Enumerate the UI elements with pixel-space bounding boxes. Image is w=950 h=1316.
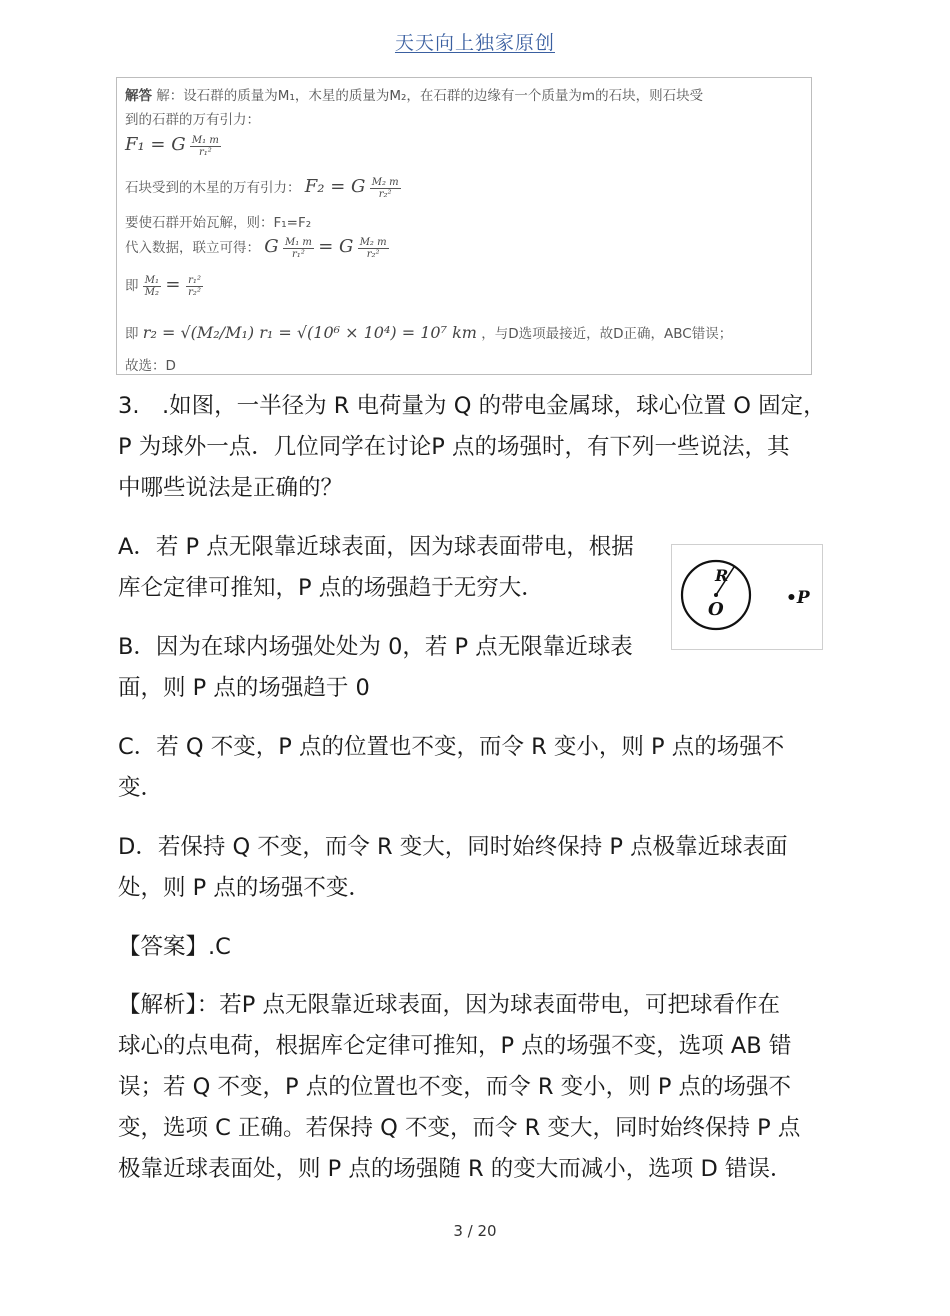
formula-f2-num: M₂ m <box>371 176 399 188</box>
formula-f1 <box>125 134 221 158</box>
answer-line-8-prefix: 即 <box>125 326 139 342</box>
answer-line-4 <box>125 176 401 200</box>
formula-f1-num: M₁ m <box>191 134 219 146</box>
page-header-title: 天天向上独家原创 <box>394 32 555 54</box>
formula-f3-g: G <box>264 236 279 257</box>
answer-line-1 <box>125 84 703 104</box>
question-line-3: 中哪些说法是正确的？ <box>118 475 344 501</box>
label-p: •P <box>786 588 810 608</box>
sphere-diagram <box>671 544 823 650</box>
formula-f5: r₂ = √(M₂/M₁) r₁ = √(10⁶ × 10⁴) = 10⁷ km <box>142 323 477 342</box>
formula-f1-fraction <box>190 135 221 158</box>
answer-result: 【答案】.C <box>118 934 231 960</box>
formula-f4r-num: r₁² <box>188 274 201 286</box>
formula-f3-eq: = G <box>318 236 354 257</box>
answer-line-8-suffix: ，与D选项最接近，故D正确，ABC错误； <box>481 326 733 342</box>
answer-explanation-box <box>116 77 812 375</box>
sphere-diagram-svg <box>672 545 822 649</box>
formula-f2-lhs: F₂ = G <box>304 176 366 197</box>
answer-line-6-text: 代入数据，联立可得： <box>125 240 260 256</box>
option-a-line-1: A．若 P 点无限靠近球表面，因为球表面带电，根据 <box>118 534 634 560</box>
formula-f4r-fraction <box>186 275 203 298</box>
option-d-line-1: D．若保持 Q 不变，而令 R 变大，同时始终保持 P 点极靠近球表面 <box>118 834 788 860</box>
answer-line-5: 要使石群开始瓦解，则：F₁=F₂ <box>125 215 312 231</box>
formula-f4-eq: = <box>165 274 187 295</box>
formula-f3b-den: r₂² <box>366 248 380 260</box>
analysis-line-5: 极靠近球表面处，则 P 点的场强随 R 的变大而减小，选项 D 错误． <box>118 1156 793 1182</box>
analysis-line-3: 误；若 Q 不变，P 点的位置也不变，而令 R 变小，则 P 点的场强不 <box>118 1074 792 1100</box>
center-point <box>714 593 718 597</box>
formula-f1-lhs: F₁ = G <box>125 134 186 155</box>
question-line-2: P 为球外一点．几位同学在讨论P 点的场强时，有下列一些说法，其 <box>118 434 790 460</box>
formula-f2-fraction <box>370 177 401 200</box>
analysis-line-2: 球心的点电荷，根据库仑定律可推知，P 点的场强不变，选项 AB 错 <box>118 1033 792 1059</box>
analysis-line-4: 变，选项 C 正确。若保持 Q 不变，而令 R 变大，同时始终保持 P 点 <box>118 1115 801 1141</box>
option-b-line-1: B．因为在球内场强处处为 0，若 P 点无限靠近球表 <box>118 634 633 660</box>
option-b-line-2: 面，则 P 点的场强趋于 0 <box>118 675 370 701</box>
label-r: R <box>715 566 729 585</box>
formula-f3b-num: M₂ m <box>359 236 387 248</box>
formula-f4r-den: r₂² <box>188 286 201 298</box>
option-c-line-2: 变． <box>118 775 164 801</box>
answer-line-4-text: 石块受到的木星的万有引力： <box>125 180 301 196</box>
formula-f3a-den: r₁² <box>292 248 305 260</box>
formula-f1-den: r₁² <box>198 146 212 158</box>
formula-f2-den: r₂² <box>378 188 392 200</box>
formula-f4-den: M₂ <box>144 286 160 298</box>
formula-f3a-num: M₁ m <box>284 236 312 248</box>
answer-line-9: 故选：D <box>125 358 176 374</box>
option-a-line-2: 库仑定律可推知，P 点的场强趋于无穷大． <box>118 575 544 601</box>
answer-line-2: 到的石群的万有引力： <box>125 112 260 128</box>
answer-line-7 <box>125 274 203 298</box>
option-c-line-1: C．若 Q 不变，P 点的位置也不变，而令 R 变小，则 P 点的场强不 <box>118 734 785 760</box>
answer-line-1-text: 解：设石群的质量为M₁，木星的质量为M₂，在石群的边缘有一个质量为m的石块，则石块受 <box>156 88 704 104</box>
answer-line-6 <box>125 236 389 260</box>
formula-f3b-fraction <box>358 237 389 260</box>
analysis-line-1: 【解析】：若P 点无限靠近球表面，因为球表面带电，可把球看作在 <box>118 992 780 1018</box>
option-d-line-2: 处，则 P 点的场强不变． <box>118 875 371 901</box>
formula-f4-fraction <box>143 275 161 298</box>
formula-f3a-fraction <box>283 237 314 260</box>
answer-line-7-prefix: 即 <box>125 278 139 294</box>
label-o: O <box>708 599 724 620</box>
page-number: 3 / 20 <box>453 1222 497 1240</box>
question-line-1: 3. .如图，一半径为 R 电荷量为 Q 的带电金属球，球心位置 O 固定， <box>118 393 826 419</box>
answer-line-8 <box>125 322 732 342</box>
formula-f4-num: M₁ <box>144 274 160 286</box>
answer-label: 解答 <box>125 88 152 104</box>
